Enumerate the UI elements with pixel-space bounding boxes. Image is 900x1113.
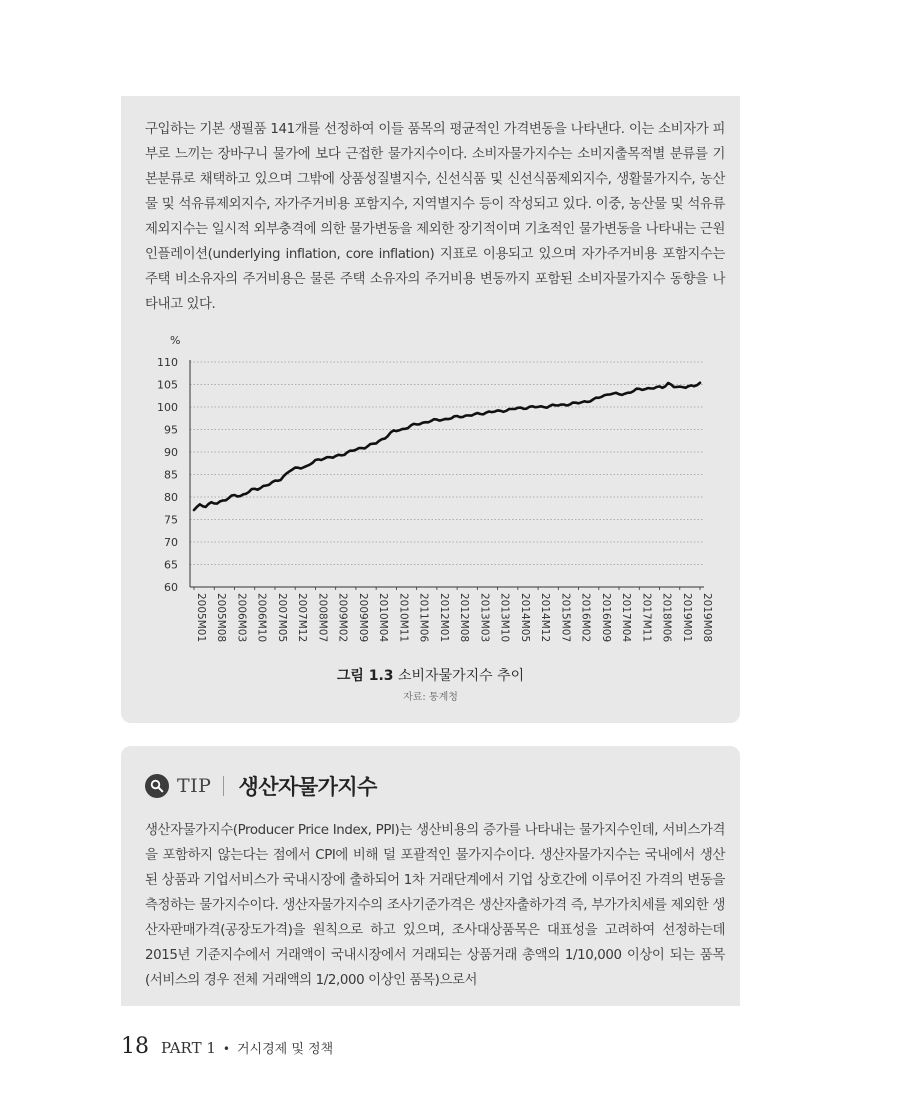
x-tick-label: 2006M03 [235, 593, 248, 643]
figure-caption [121, 665, 740, 685]
x-tick-label: 2009M02 [336, 593, 349, 643]
part-title: 거시경제 및 정책 [236, 1042, 334, 1057]
cpi-series-line [194, 383, 700, 510]
y-tick-label: 70 [164, 536, 178, 549]
tip-divider [223, 776, 224, 796]
x-tick-label: 2019M01 [680, 593, 693, 643]
x-tick-label: 2014M12 [539, 593, 552, 643]
y-tick-label: 85 [164, 468, 178, 482]
x-tick-label: 2018M06 [660, 593, 673, 643]
x-tick-label: 2011M06 [417, 593, 430, 643]
x-tick-label: 2012M01 [437, 593, 450, 643]
figure-title: 소비자물가지수 추이 [398, 668, 525, 684]
cpi-line-chart [150, 330, 713, 660]
x-tick-label: 2014M05 [518, 593, 531, 643]
y-axis-unit: % [170, 334, 181, 347]
part-label: PART 1 [161, 1039, 216, 1057]
tip-header [145, 770, 377, 802]
tip-paragraph: 생산자물가지수(Producer Price Index, PPI)는 생산비용의 증가를 나타내는 물가지수인데, 서비스가격을 포함하지 않는다는 점에서 CPI에 비해 덜 포괄적인 물가지수이다. 생산자물가지수는 국내에서 생산된 상품과 기업서비스가 국내시장에 출하되어 1차 거래단계에서 기업 상호간에 이루어진 가격의 변동을 측정하는 물가지수이다. 생산자물가지수의 조사기준가격은 생산자출하가격 즉, 부가가치세를 제외한 생산자판매가격(공장도가격)을 원칙으로 하고 있으며, 조사대상품목은 대표성을 고려하여 선정하는데 2015년 기준지수에서 거래액이 국내시장에서 거래되는 상품거래 총액의 1/10,000 이상이 되는 품목(서비스의 경우 전체 거래액의 1/2,000 이상인 품목)으로서 [145, 823, 725, 988]
tip-title: 생산자물가지수 [238, 775, 377, 799]
x-tick-label: 2010M04 [377, 593, 390, 643]
page-footer [121, 1034, 333, 1059]
magnifier-icon [145, 774, 169, 798]
x-tick-label: 2010M11 [397, 593, 410, 643]
y-tick-label: 80 [164, 491, 178, 504]
y-tick-label: 60 [164, 581, 178, 594]
y-tick-label: 95 [164, 423, 178, 437]
tip-label: TIP [177, 775, 212, 797]
y-tick-label: 75 [164, 513, 178, 527]
x-tick-label: 2005M01 [195, 593, 207, 643]
x-tick-label: 2007M05 [275, 593, 288, 643]
x-tick-label: 2012M08 [458, 593, 471, 643]
y-tick-label: 90 [164, 446, 178, 459]
x-tick-label: 2013M10 [498, 593, 511, 643]
y-tick-label: 100 [157, 401, 178, 414]
x-tick-label: 2008M07 [316, 593, 329, 643]
x-tick-label: 2006M10 [255, 593, 268, 643]
x-tick-label: 2013M03 [478, 593, 491, 643]
x-tick-label: 2007M12 [296, 593, 309, 643]
page-number: 18 [121, 1034, 149, 1059]
x-tick-label: 2017M04 [620, 593, 633, 643]
figure-number: 그림 1.3 [336, 668, 394, 684]
figure-source: 자료: 통계청 [403, 692, 458, 703]
x-tick-label: 2019M08 [701, 593, 713, 643]
x-tick-label: 2017M11 [640, 593, 653, 643]
x-tick-label: 2016M02 [579, 593, 592, 643]
x-tick-label: 2016M09 [599, 593, 612, 643]
y-tick-label: 110 [157, 356, 178, 369]
bullet-separator: • [222, 1042, 230, 1056]
y-tick-label: 65 [164, 558, 178, 572]
x-tick-label: 2015M07 [559, 593, 572, 643]
x-tick-label: 2009M09 [356, 593, 369, 643]
y-tick-label: 105 [157, 378, 178, 392]
body-paragraph: 구입하는 기본 생필품 141개를 선정하여 이들 품목의 평균적인 가격변동을 나타낸다. 이는 소비자가 피부로 느끼는 장바구니 물가에 보다 근접한 물가지수이다. 소비자물가지수는 소비지출목적별 분류를 기본분류로 채택하고 있으며 그밖에 상품성질별지수, 신선식품 및 신선식품제외지수, 생활물가지수, 농산물 및 석유류제외지수, 자가주거비용 포함지수, 지역별지수 등이 작성되고 있다. 이중, 농산물 및 석유류제외지수는 일시적 외부충격에 의한 물가변동을 제외한 장기적이며 기초적인 물가변동을 나타내는 근원인플레이션(underlying inflation, core inflation) 지표로 이용되고 있으며 자가주거비용 포함지수는 주택 비소유자의 주거비용은 물론 주택 소유자의 주거비용 변동까지 포함된 소비자물가지수 동향을 나타내고 있다. [145, 122, 725, 312]
x-tick-label: 2005M08 [215, 593, 228, 643]
